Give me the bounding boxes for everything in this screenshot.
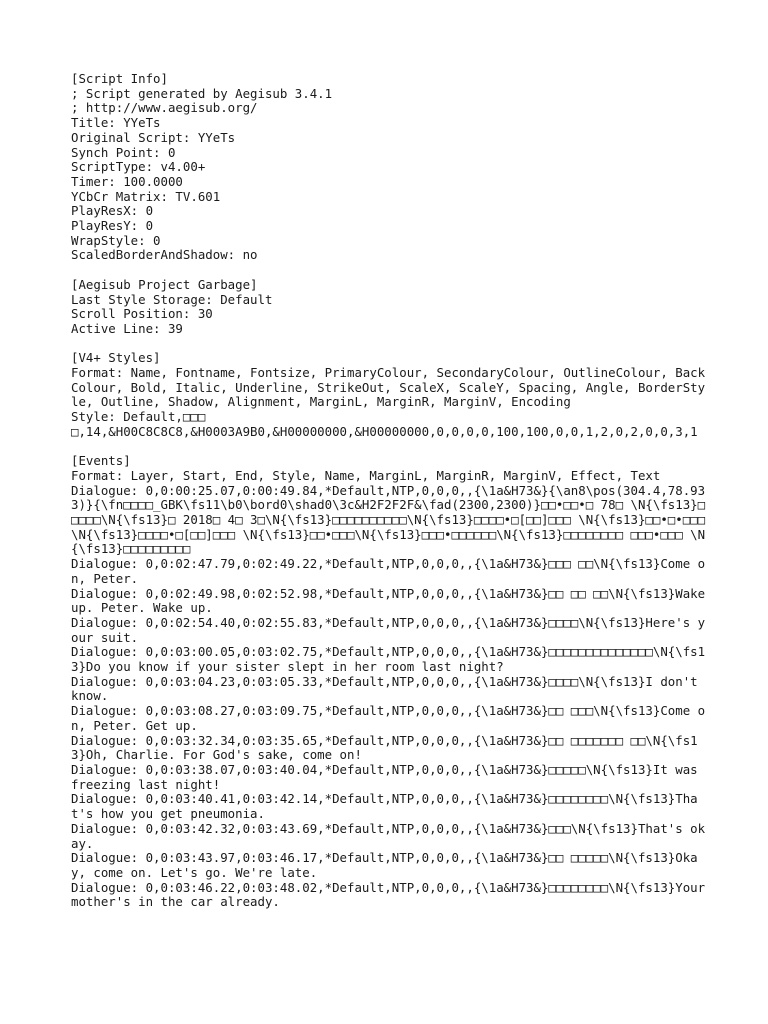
script-line: PlayResY: 0 (71, 218, 154, 234)
styles-section (71, 351, 711, 439)
script-line: Synch Point: 0 (71, 144, 176, 160)
section-gap (71, 263, 711, 278)
dialogue-line: Dialogue: 0,0:03:08.27,0:03:09.75,*Default,NTP,0,0,0,,{\1a&H73&}□□ □□□\N{\fs13}Come on, Peter. Get up. (71, 703, 706, 733)
section-header: [Script Info] (71, 71, 168, 86)
script-line: Style: Default,□□□ (71, 409, 206, 425)
subtitle-script-document (71, 72, 711, 910)
dialogue-line: Dialogue: 0,0:03:40.41,0:03:42.14,*Default,NTP,0,0,0,,{\1a&H73&}□□□□□□□□\N{\fs13}That's how you get pneumonia. (71, 791, 698, 822)
script-line: ScriptType: v4.00+ (71, 159, 206, 175)
section-gap (71, 337, 711, 352)
dialogue-line: Dialogue: 0,0:03:04.23,0:03:05.33,*Default,NTP,0,0,0,,{\1a&H73&}□□□□\N{\fs13}I don't know. (71, 673, 706, 704)
section-header: [V4+ Styles] (71, 350, 161, 366)
dialogue-line: Dialogue: 0,0:02:54.40,0:02:55.83,*Default,NTP,0,0,0,,{\1a&H73&}□□□□\N{\fs13}Here's your suit. (71, 614, 706, 645)
script-line: Format: Name, Fontname, Fontsize, PrimaryColour, SecondaryColour, OutlineColour, BackColour, Bold, Italic, Underline, StrikeOut, ScaleX, ScaleY, Spacing, Angle, BorderStyle, Outline, Shadow, Alignment, MarginL, MarginR, MarginV, Encoding (71, 365, 706, 410)
script-line: Title: YYeTs (71, 115, 161, 131)
section-gap (71, 440, 711, 455)
dialogue-line: Dialogue: 0,0:03:38.07,0:03:40.04,*Default,NTP,0,0,0,,{\1a&H73&}□□□□□\N{\fs13}It was freezing last night! (71, 762, 706, 792)
script-line: YCbCr Matrix: TV.601 (71, 188, 221, 204)
dialogue-line: Dialogue: 0,0:03:32.34,0:03:35.65,*Default,NTP,0,0,0,,{\1a&H73&}□□ □□□□□□□ □□\N{\fs13}Oh, Charlie. For God's sake, come on! (71, 732, 698, 763)
section-header: [Aegisub Project Garbage] (71, 276, 258, 292)
script-line: Format: Layer, Start, End, Style, Name, MarginL, MarginR, MarginV, Effect, Text (71, 467, 661, 483)
script-line: ; Script generated by Aegisub 3.4.1 (71, 85, 333, 101)
script-line: Last Style Storage: Default (71, 291, 273, 307)
dialogue-line: Dialogue: 0,0:03:43.97,0:03:46.17,*Default,NTP,0,0,0,,{\1a&H73&}□□ □□□□□\N{\fs13}Okay, come on. Let's go. We're late. (71, 850, 698, 880)
events-section (71, 454, 711, 910)
script-line: Scroll Position: 30 (71, 306, 213, 322)
script-info-section (71, 72, 711, 263)
dialogue-line: Dialogue: 0,0:02:47.79,0:02:49.22,*Default,NTP,0,0,0,,{\1a&H73&}□□□ □□\N{\fs13}Come on, Peter. (71, 556, 706, 586)
dialogue-line: Dialogue: 0,0:03:00.05,0:03:02.75,*Default,NTP,0,0,0,,{\1a&H73&}□□□□□□□□□□□□□□\N{\fs13}Do you know if your sister slept in her room last night? (71, 644, 706, 675)
dialogue-line: Dialogue: 0,0:03:46.22,0:03:48.02,*Default,NTP,0,0,0,,{\1a&H73&}□□□□□□□□\N{\fs13}Your mother's in the car already. (71, 879, 713, 910)
dialogue-line: Dialogue: 0,0:03:42.32,0:03:43.69,*Default,NTP,0,0,0,,{\1a&H73&}□□□\N{\fs13}That's okay. (71, 820, 706, 851)
script-line: PlayResX: 0 (71, 203, 154, 219)
script-line: ; http://www.aegisub.org/ (71, 100, 258, 116)
dialogue-line: Dialogue: 0,0:00:25.07,0:00:49.84,*Default,NTP,0,0,0,,{\1a&H73&}{\an8\pos(304.4,78.933)}{\fn□□□□_GBK\fs11\b0\bord0\shad0\3c&H2F2F2F&\fad(2300,2300)}□□•□□•□ 78□ \N{\fs13}□□□□□\N{\fs13}□ 2018□ 4□ 3□\N{\fs13}□□□□□□□□□□\N{\fs13}□□□□•□[□□]□□□ \N{\fs13}□□•□•□□□\N{\fs13}□□□□•□[□□]□□□ \N{\fs13}□□•□□□\N{\fs13}□□□•□□□□□□\N{\fs13}□□□□□□□□ □□□•□□□ \N{\fs13}□□□□□□□□□ (71, 482, 706, 557)
script-line: WrapStyle: 0 (71, 232, 161, 248)
project-garbage-section (71, 278, 711, 337)
section-header: [Events] (71, 453, 131, 469)
dialogue-line: Dialogue: 0,0:02:49.98,0:02:52.98,*Default,NTP,0,0,0,,{\1a&H73&}□□ □□ □□\N{\fs13}Wake up. Peter. Wake up. (71, 585, 713, 616)
script-line: Active Line: 39 (71, 320, 183, 336)
script-line: □,14,&H00C8C8C8,&H0003A9B0,&H00000000,&H00000000,0,0,0,0,100,100,0,0,1,2,0,2,0,0,3,1 (71, 423, 698, 439)
script-line: Timer: 100.0000 (71, 173, 183, 189)
script-line: ScaledBorderAndShadow: no (71, 247, 258, 263)
script-line: Original Script: YYeTs (71, 129, 236, 145)
